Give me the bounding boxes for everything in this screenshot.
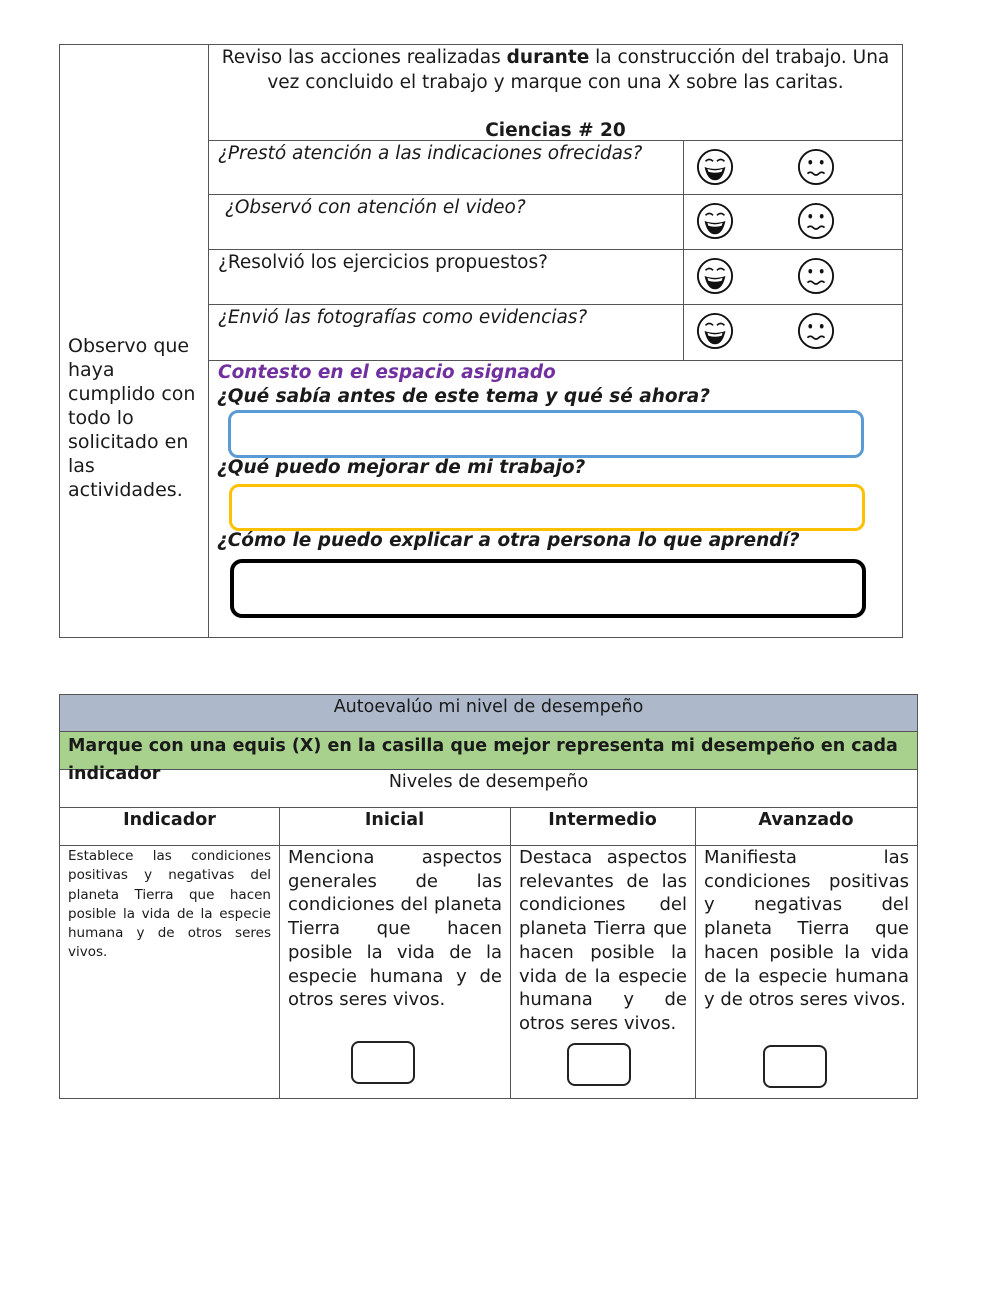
faces-cell: [683, 195, 902, 249]
header-inicial: Inicial: [279, 808, 510, 846]
sad-face-icon[interactable]: [797, 202, 835, 240]
faces-cell: [683, 250, 902, 304]
answer-prompt: ¿Qué sabía antes de este tema y qué sé ahora?: [217, 386, 710, 407]
happy-face-icon[interactable]: [696, 202, 734, 240]
answer-section: [209, 361, 902, 637]
header-indicador: Indicador: [60, 808, 279, 846]
sad-face-icon[interactable]: [797, 148, 835, 186]
question-row: [209, 250, 902, 305]
answer-instruction: Contesto en el espacio asignado: [218, 362, 556, 383]
instructions-text-bold: durante: [506, 47, 590, 68]
intermedio-text: Destaca aspectos relevantes de las condiciones del planeta Tierra que hacen posible la vida de la especie humana y de otros seres vivos.: [519, 847, 687, 1034]
table-instruction: Marque con una equis (X) en la casilla que mejor representa mi desempeño en cada indicador: [60, 732, 917, 770]
answer-box-yellow[interactable]: [229, 484, 865, 531]
column-divider: [510, 808, 511, 1098]
answer-prompt: ¿Cómo le puedo explicar a otra persona lo que aprendí?: [217, 530, 800, 551]
answer-box-blue[interactable]: [228, 410, 864, 458]
section-heading: Ciencias # 20: [485, 120, 626, 141]
table-title: Autoevalúo mi nivel de desempeño: [60, 695, 917, 732]
header-intermedio: Intermedio: [510, 808, 695, 846]
happy-face-icon[interactable]: [696, 312, 734, 350]
inicial-text: Menciona aspectos generales de las condiciones del planeta Tierra que hacen posible la vida de la especie humana y de otros seres vivos.: [288, 847, 502, 1011]
question-row: [209, 141, 902, 195]
answer-prompt: ¿Qué puedo mejorar de mi trabajo?: [217, 457, 586, 478]
instructions-text: [209, 45, 902, 95]
faces-cell: [683, 141, 902, 194]
avanzado-text: Manifiesta las condiciones positivas y negativas del planeta Tierra que hacen posible la vida de la especie humana y de otros seres vivos.: [704, 847, 909, 1011]
levels-label: Niveles de desempeño: [60, 770, 917, 808]
avanzado-checkbox[interactable]: [763, 1045, 827, 1088]
indicator-text: Establece las condiciones positivas y negativas del planeta Tierra que hacen posible la vida de la especie humana y de otros seres vivos.: [68, 848, 271, 961]
checklist-area: [209, 45, 902, 637]
question-text: ¿Resolvió los ejercicios propuestos?: [218, 252, 548, 273]
header-avanzado: Avanzado: [695, 808, 917, 846]
sad-face-icon[interactable]: [797, 312, 835, 350]
inicial-checkbox[interactable]: [351, 1041, 415, 1084]
question-row: [209, 305, 902, 361]
intermedio-checkbox[interactable]: [567, 1043, 631, 1086]
column-divider: [279, 808, 280, 1098]
happy-face-icon[interactable]: [696, 148, 734, 186]
faces-cell: [683, 305, 902, 360]
question-text: ¿Prestó atención a las indicaciones ofrecidas?: [218, 143, 643, 164]
column-divider: [695, 808, 696, 1098]
answer-box-black[interactable]: [230, 559, 866, 618]
self-check-table: [59, 44, 903, 638]
instructions-text-end: la construcción del trabajo. Una vez concluido el trabajo y marque con una X sobre las caritas.: [267, 47, 890, 93]
performance-table: [59, 694, 918, 1099]
sad-face-icon[interactable]: [797, 257, 835, 295]
instructions-cell: [209, 45, 902, 141]
happy-face-icon[interactable]: [696, 257, 734, 295]
criteria-cell: [60, 45, 209, 637]
instructions-text-start: Reviso las acciones realizadas: [221, 47, 507, 68]
question-text: ¿Envió las fotografías como evidencias?: [218, 307, 588, 328]
criteria-text: Observo que haya cumplido con todo lo solicitado en las actividades.: [68, 335, 196, 501]
question-row: [209, 195, 902, 250]
question-text: ¿Observó con atención el video?: [225, 197, 526, 218]
